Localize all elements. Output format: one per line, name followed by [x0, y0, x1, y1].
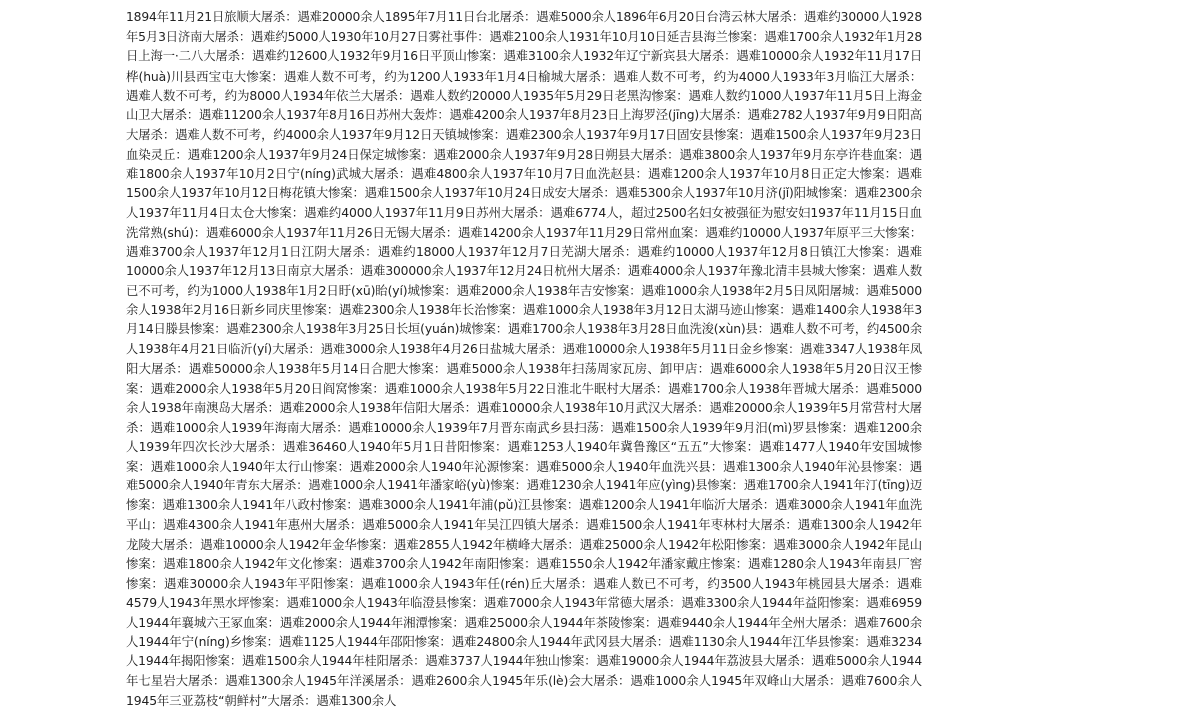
text-line-23: 人1939年四次长沙大屠杀：遇难36460人1940年5月1日昔阳惨案：遇难1253人1940年冀鲁豫区“五五”大惨案：遇难1477人1940年安国城惨 [126, 439, 922, 454]
text-line-14: 10000余人1937年12月13日南京大屠杀：遇难300000余人1937年12月24日杭州大屠杀：遇难4000余人1937年豫北清丰县城大惨案：遇难人数 [126, 263, 922, 278]
text-line-20: 案：遇难2000余人1938年5月20日阎窝惨案：遇难1000余人1938年5月22日淮北牛眠村大屠杀：遇难1700余人1938年晋城大屠杀：遇难5000 [126, 380, 922, 396]
text-line-10: 1500余人1937年10月12日梅花镇大惨案：遇难1500余人1937年10月24日成安大屠杀：遇难5300余人1937年10月济(jǐ)阳城惨案：遇难2300余 [126, 185, 922, 200]
text-line-29: 惨案：遇难1800余人1942年文化惨案：遇难3700余人1942年南阳惨案：遇难1550余人1942年潘家戴庄惨案：遇难1280余人1943年南县厂窖 [126, 556, 922, 571]
text-line-25: 难5000余人1940年青东大屠杀：遇难1000余人1941年潘家峪(yù)惨案：遇难1230余人1941年应(yìng)县惨案：遇难1700余人1941年汀(tīng)迈 [126, 478, 922, 492]
text-line-21: 余人1938年南澳岛大屠杀：遇难2000余人1938年信阳大屠杀：遇难10000余人1938年10月武汉大屠杀：遇难20000余人1939年5月常营村大屠 [126, 400, 922, 415]
document-body [126, 8, 922, 710]
text-line-27: 平山：遇难4300余人1941年惠州大屠杀：遇难5000余人1941年吴江四镇大屠杀：遇难1500余人1941年枣林村大屠杀：遇难1300余人1942年 [126, 517, 922, 532]
text-line-26: 惨案：遇难1300余人1941年八政村惨案：遇难3000余人1941年浦(pǔ)江县惨案：遇难1200余人1941年临沂大屠杀：遇难3000余人1941年血洗 [126, 497, 922, 512]
text-line-31: 4579人1943年黑水坪惨案：遇难1000余人1943年临澄县惨案：遇难7000余人1943年常德大屠杀：遇难3300余人1944年益阳惨案：遇难6959 [126, 595, 922, 610]
text-line-8: 血染灵丘：遇难1200余人1937年9月24日保定城惨案：遇难2000余人1937年9月28日朔县大屠杀：遇难3800余人1937年9月东亭许巷血案：遇 [126, 146, 922, 162]
text-line-5: 遇难人数不可考，约为8000人1934年依兰大屠杀：遇难人数约20000人1935年5月29日老黑沟惨案：遇难人数约1000人1937年11月5日上海金 [126, 88, 922, 103]
text-line-34: 人1944年揭阳惨案：遇难1500余人1944年桂阳屠杀：遇难3737人1944年独山惨案：遇难19000余人1944年荔波县大屠杀：遇难5000余人1944 [126, 653, 922, 668]
text-line-3: 日上海一·二八大屠杀：遇难约12600人1932年9月16日平顶山惨案：遇难3100余人1932年辽宁新宾县大屠杀：遇难10000余人1932年11月17日 [126, 49, 922, 63]
text-line-4: 桦(huà)川县西宝屯大惨案：遇难人数不可考，约为1200人1933年1月4日榆城大屠杀：遇难人数不可考，约为4000人1933年3月临江大屠杀： [126, 68, 922, 84]
text-line-35: 年七星岩大屠杀：遇难1300余人1945年洋溪屠杀：遇难2600余人1945年乐(lè)会大屠杀：遇难1000余人1945年双峰山大屠杀：遇难7600余人 [126, 673, 922, 688]
text-line-19: 阳大屠杀：遇难50000余人1938年5月14日合肥大惨案：遇难5000余人1938年扫荡周家瓦房、卸甲店：遇难6000余人1938年5月20日汉王惨 [126, 361, 922, 376]
text-line-6: 山卫大屠杀：遇难11200余人1937年8月16日苏州大轰炸：遇难4200余人1937年8月23日上海罗泾(jīng)大屠杀：遇难2782人1937年9月9日阳高 [126, 107, 922, 122]
text-line-22: 杀：遇难1000余人1939年海南大屠杀：遇难10000余人1939年7月晋东南武乡县扫荡：遇难1500余人1939年9月汨(mì)罗县惨案：遇难1200余 [126, 419, 922, 435]
text-line-7: 大屠杀：遇难人数不可考，约4000余人1937年9月12日天镇城惨案：遇难2300余人1937年9月17日固安县惨案：遇难1500余人1937年9月23日 [126, 127, 922, 142]
text-line-30: 惨案：遇难30000余人1943年平阳惨案：遇难1000余人1943年任(rén)丘大屠杀：遇难人数已不可考，约3500人1943年桃园县大屠杀：遇难 [126, 575, 922, 591]
text-line-33: 人1944年宁(níng)乡惨案：遇难1125人1944年邵阳惨案：遇难24800余人1944年武冈县大屠杀：遇难1130余人1944年江华县惨案：遇难3234 [126, 634, 922, 649]
text-line-16: 余人1938年2月16日新乡同庆里惨案：遇难2300余人1938年长治惨案：遇难1000余人1938年3月12日太湖马迹山惨案：遇难1400余人1938年3 [126, 302, 922, 317]
text-line-24: 案：遇难1000余人1940年太行山惨案：遇难2000余人1940年沁源惨案：遇难5000余人1940年血洗兴县：遇难1300余人1940年沁县惨案：遇 [126, 458, 922, 474]
text-line-2: 年5月3日济南大屠杀：遇难约5000人1930年10月27日雾社事件：遇难2100余人1931年10月10日延吉县海兰惨案：遇难1700余人1932年1月28 [126, 29, 922, 44]
text-line-15: 已不可考，约为1000人1938年1月2日盱(xū)眙(yí)城惨案：遇难2000余人1938年吉安惨案：遇难1000余人1938年2月5日凤阳屠城：遇难5000 [126, 283, 922, 298]
text-line-11: 人1937年11月4日太仓大惨案：遇难约4000人1937年11月9日苏州大屠杀：遇难6774人，超过2500名妇女被强征为慰安妇1937年11月15日血 [126, 205, 922, 220]
text-line-13: 遇难3700余人1937年12月1日江阴大屠杀：遇难约18000人1937年12月7日芜湖大屠杀：遇难约10000人1937年12月8日镇江大惨案：遇难 [126, 244, 922, 259]
text-line-36: 1945年三亚荔枝“朝鲜村”大屠杀：遇难1300余人 [126, 692, 397, 708]
text-line-18: 人1938年4月21日临沂(yí)大屠杀：遇难3000余人1938年4月26日盐城大屠杀：遇难10000余人1938年5月11日金乡惨案：遇难3347人1938年凤 [126, 341, 922, 356]
text-line-32: 人1944年襄城六王冢血案：遇难2000余人1944年湘潭惨案：遇难25000余人1944年茶陵惨案：遇难9440余人1944年全州大屠杀：遇难7600余 [126, 614, 922, 630]
text-line-17: 月14日滕县惨案：遇难2300余人1938年3月25日长垣(yuán)城惨案：遇难1700余人1938年3月28日血洗浚(xùn)县：遇难人数不可考，约4500余 [126, 322, 922, 336]
text-line-9: 难1800余人1937年10月2日宁(níng)武城大屠杀：遇难4800余人1937年10月7日血洗赵县：遇难1200余人1937年10月8日正定大惨案：遇难 [126, 166, 922, 181]
text-line-28: 龙陵大屠杀：遇难10000余人1942年金华惨案：遇难2855人1942年横峰大屠杀：遇难25000余人1942年松阳惨案：遇难3000余人1942年昆山 [126, 536, 922, 552]
text-line-1: 1894年11月21日旅顺大屠杀：遇难20000余人1895年7月11日台北屠杀：遇难5000余人1896年6月20日台湾云林大屠杀：遇难约30000人1928 [126, 10, 922, 24]
text-line-12: 洗常熟(shú)：遇难6000余人1937年11月26日无锡大屠杀：遇难14200余人1937年11月29日常州血案：遇难约10000人1937年原平三大惨案： [126, 224, 922, 240]
